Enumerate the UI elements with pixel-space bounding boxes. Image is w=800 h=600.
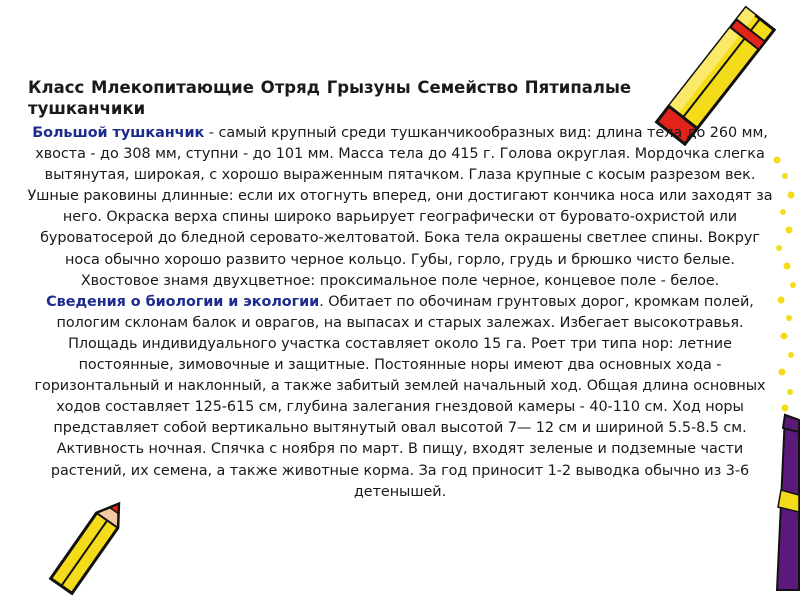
pencil-icon (50, 490, 130, 600)
biology-lead: Сведения о биологии и экологии (46, 293, 320, 310)
biology-text: . Обитает по обочинам грунтовых дорог, кромкам полей, пологим склонам балок и оврагов, на выпасах и старых залежах. Избегает высокотравья. Площадь индивидуального участка составляет около 15 га. Роет три типа нор: летние постоянные, зимовочные и защитные. Постоянные норы имеют два основных хода - горизонтальный и наклонный, а также забитый землей начальный ход. Общая длина основных ходов составляет 125-615 см, глубина залегания гнездовой камеры - 40-110 см. Ход норы представляет собой вертикально вытянутый овал высотой 7— 12 см и шириной 5.5-8.5 см. Активность ночная. Спячка с ноября по март. В пищу, входят зеленые и подземные части растений, их семена, а также животные корма. За год приносит 1-2 выводка обычно из 3-6 детенышей. (34, 293, 766, 500)
description-paragraph (24, 123, 776, 292)
pencil-icon (640, 0, 800, 140)
description-text: - самый крупный среди тушканчикообразных вид: длина тела до 260 мм, хвоста - до 308 мм, ступни - до 101 мм. Масса тела до 415 г. Голова округлая. Мордочка слегка вытянутая, широкая, с хорошо выраженным пятачком. Глаза крупные с косым разрезом век. Ушные раковины длинные: если их отогнуть вперед, они достигают кончика носа или заходят за него. Окраска верха спины широко варьирует географически от буровато-охристой или буроватосерой до бледной серовато-желтоватой. Бока тела окрашены светлее спины. Вокруг носа обычно хорошо развито черное кольцо. Губы, горло, грудь и брюшко чисто белые. Хвостовое знамя двухцветное: проксимальное поле черное, концевое поле - белое. (27, 125, 773, 289)
page-title: Класс Млекопитающие Отряд Грызуны Семейство Пятипалые тушканчики (28, 78, 632, 118)
biology-paragraph (24, 292, 776, 503)
body-text (24, 123, 776, 503)
description-lead: Большой тушканчик (32, 125, 205, 141)
